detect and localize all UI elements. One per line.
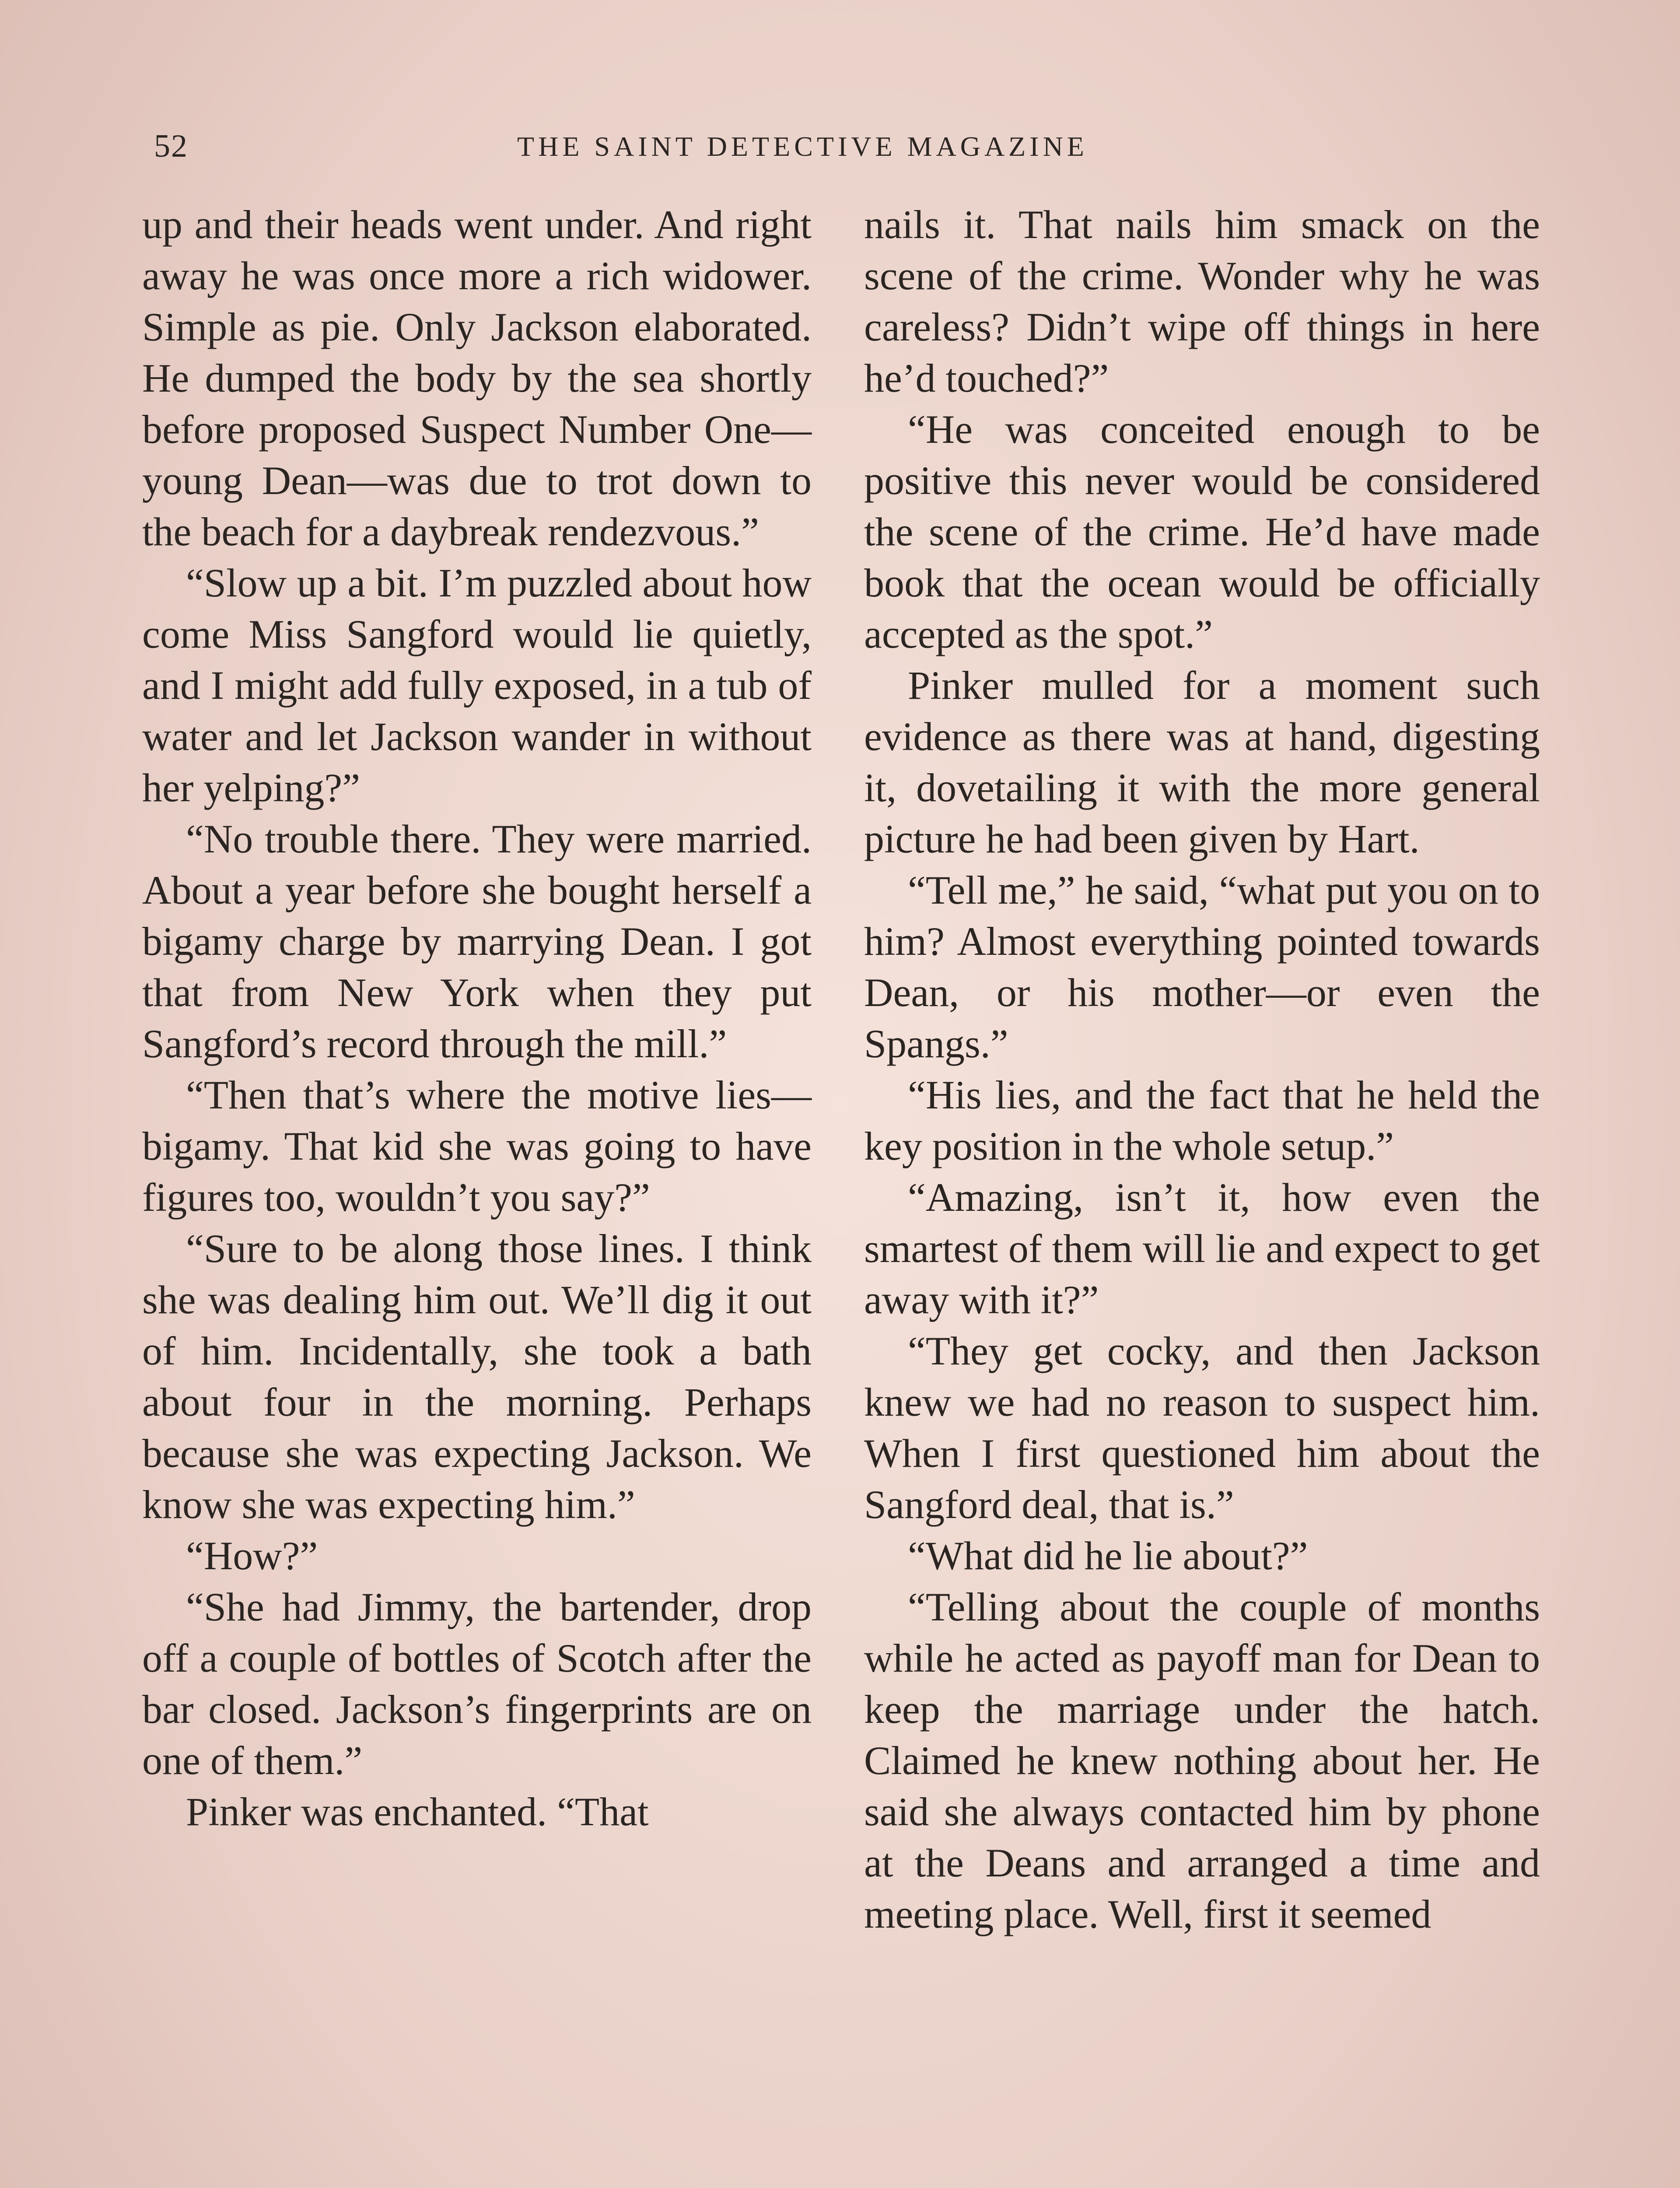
- running-head: THE SAINT DETECTIVE MAGAZINE: [517, 131, 1088, 162]
- page-header: [154, 128, 1545, 176]
- paragraph: “Slow up a bit. I’m puzzled about how come Miss Sangford would lie quietly, and I might add fully exposed, in a tub of water and let Jackson wander in without her yelping?”: [142, 561, 812, 810]
- paragraph: “They get cocky, and then Jackson knew we had no reason to suspect him. When I first questioned him about the Sangford deal, that is.”: [864, 1329, 1540, 1527]
- paragraph: “Telling about the couple of months while he acted as payoff man for Dean to keep the marriage under the hatch. Claimed he knew nothing about her. He said she always contacted him by phone at the Deans and arranged a time and meeting place. Well, first it seemed: [864, 1585, 1540, 1936]
- paragraph: “How?”: [186, 1533, 318, 1578]
- page-number: 52: [154, 128, 188, 164]
- paragraph: “Sure to be along those lines. I think she was dealing him out. We’ll dig it out of him. Incidentally, she took a bath about four in the morning. Perhaps because she was expecting Jackson. We know she was expecting him.”: [142, 1226, 812, 1527]
- paragraph: “She had Jimmy, the bartender, drop off a couple of bottles of Scotch after the bar closed. Jackson’s fingerprints are on one of them.”: [142, 1585, 812, 1783]
- paragraph: Pinker was enchanted. “That: [186, 1789, 649, 1834]
- paragraph: nails it. That nails him smack on the scene of the crime. Wonder why he was careless? Didn’t wipe off things in here he’d touched?”: [864, 202, 1540, 400]
- paragraph: “Tell me,” he said, “what put you on to him? Almost everything pointed towards Dean, or his mother—or even the Spangs.”: [864, 868, 1540, 1066]
- paragraph: “He was conceited enough to be positive this never would be considered the scene of the crime. He’d have made book that the ocean would be officially accepted as the spot.”: [864, 407, 1540, 656]
- paragraph: up and their heads went under. And right away he was once more a rich widower. Simple as pie. Only Jackson elaborated. He dumped the body by the sea shortly before proposed Suspect Number One—young Dean—was due to trot down to the beach for a daybreak rendezvous.”: [142, 202, 812, 554]
- paragraph: Pinker mulled for a moment such evidence as there was at hand, digesting it, dovetailing it with the more general picture he had been given by Hart.: [864, 663, 1540, 861]
- paragraph: “Then that’s where the motive lies—bigamy. That kid she was going to have figures too, wouldn’t you say?”: [142, 1073, 812, 1220]
- paragraph: “What did he lie about?”: [908, 1533, 1308, 1578]
- right-column: [864, 199, 1540, 1940]
- left-column: [142, 199, 812, 1837]
- paragraph: “Amazing, isn’t it, how even the smartest of them will lie and expect to get away with it?”: [864, 1175, 1540, 1322]
- paragraph: “No trouble there. They were married. About a year before she bought herself a bigamy charge by marrying Dean. I got that from New York when they put Sangford’s record through the mill.”: [142, 817, 812, 1066]
- paragraph: “His lies, and the fact that he held the key position in the whole setup.”: [864, 1073, 1540, 1168]
